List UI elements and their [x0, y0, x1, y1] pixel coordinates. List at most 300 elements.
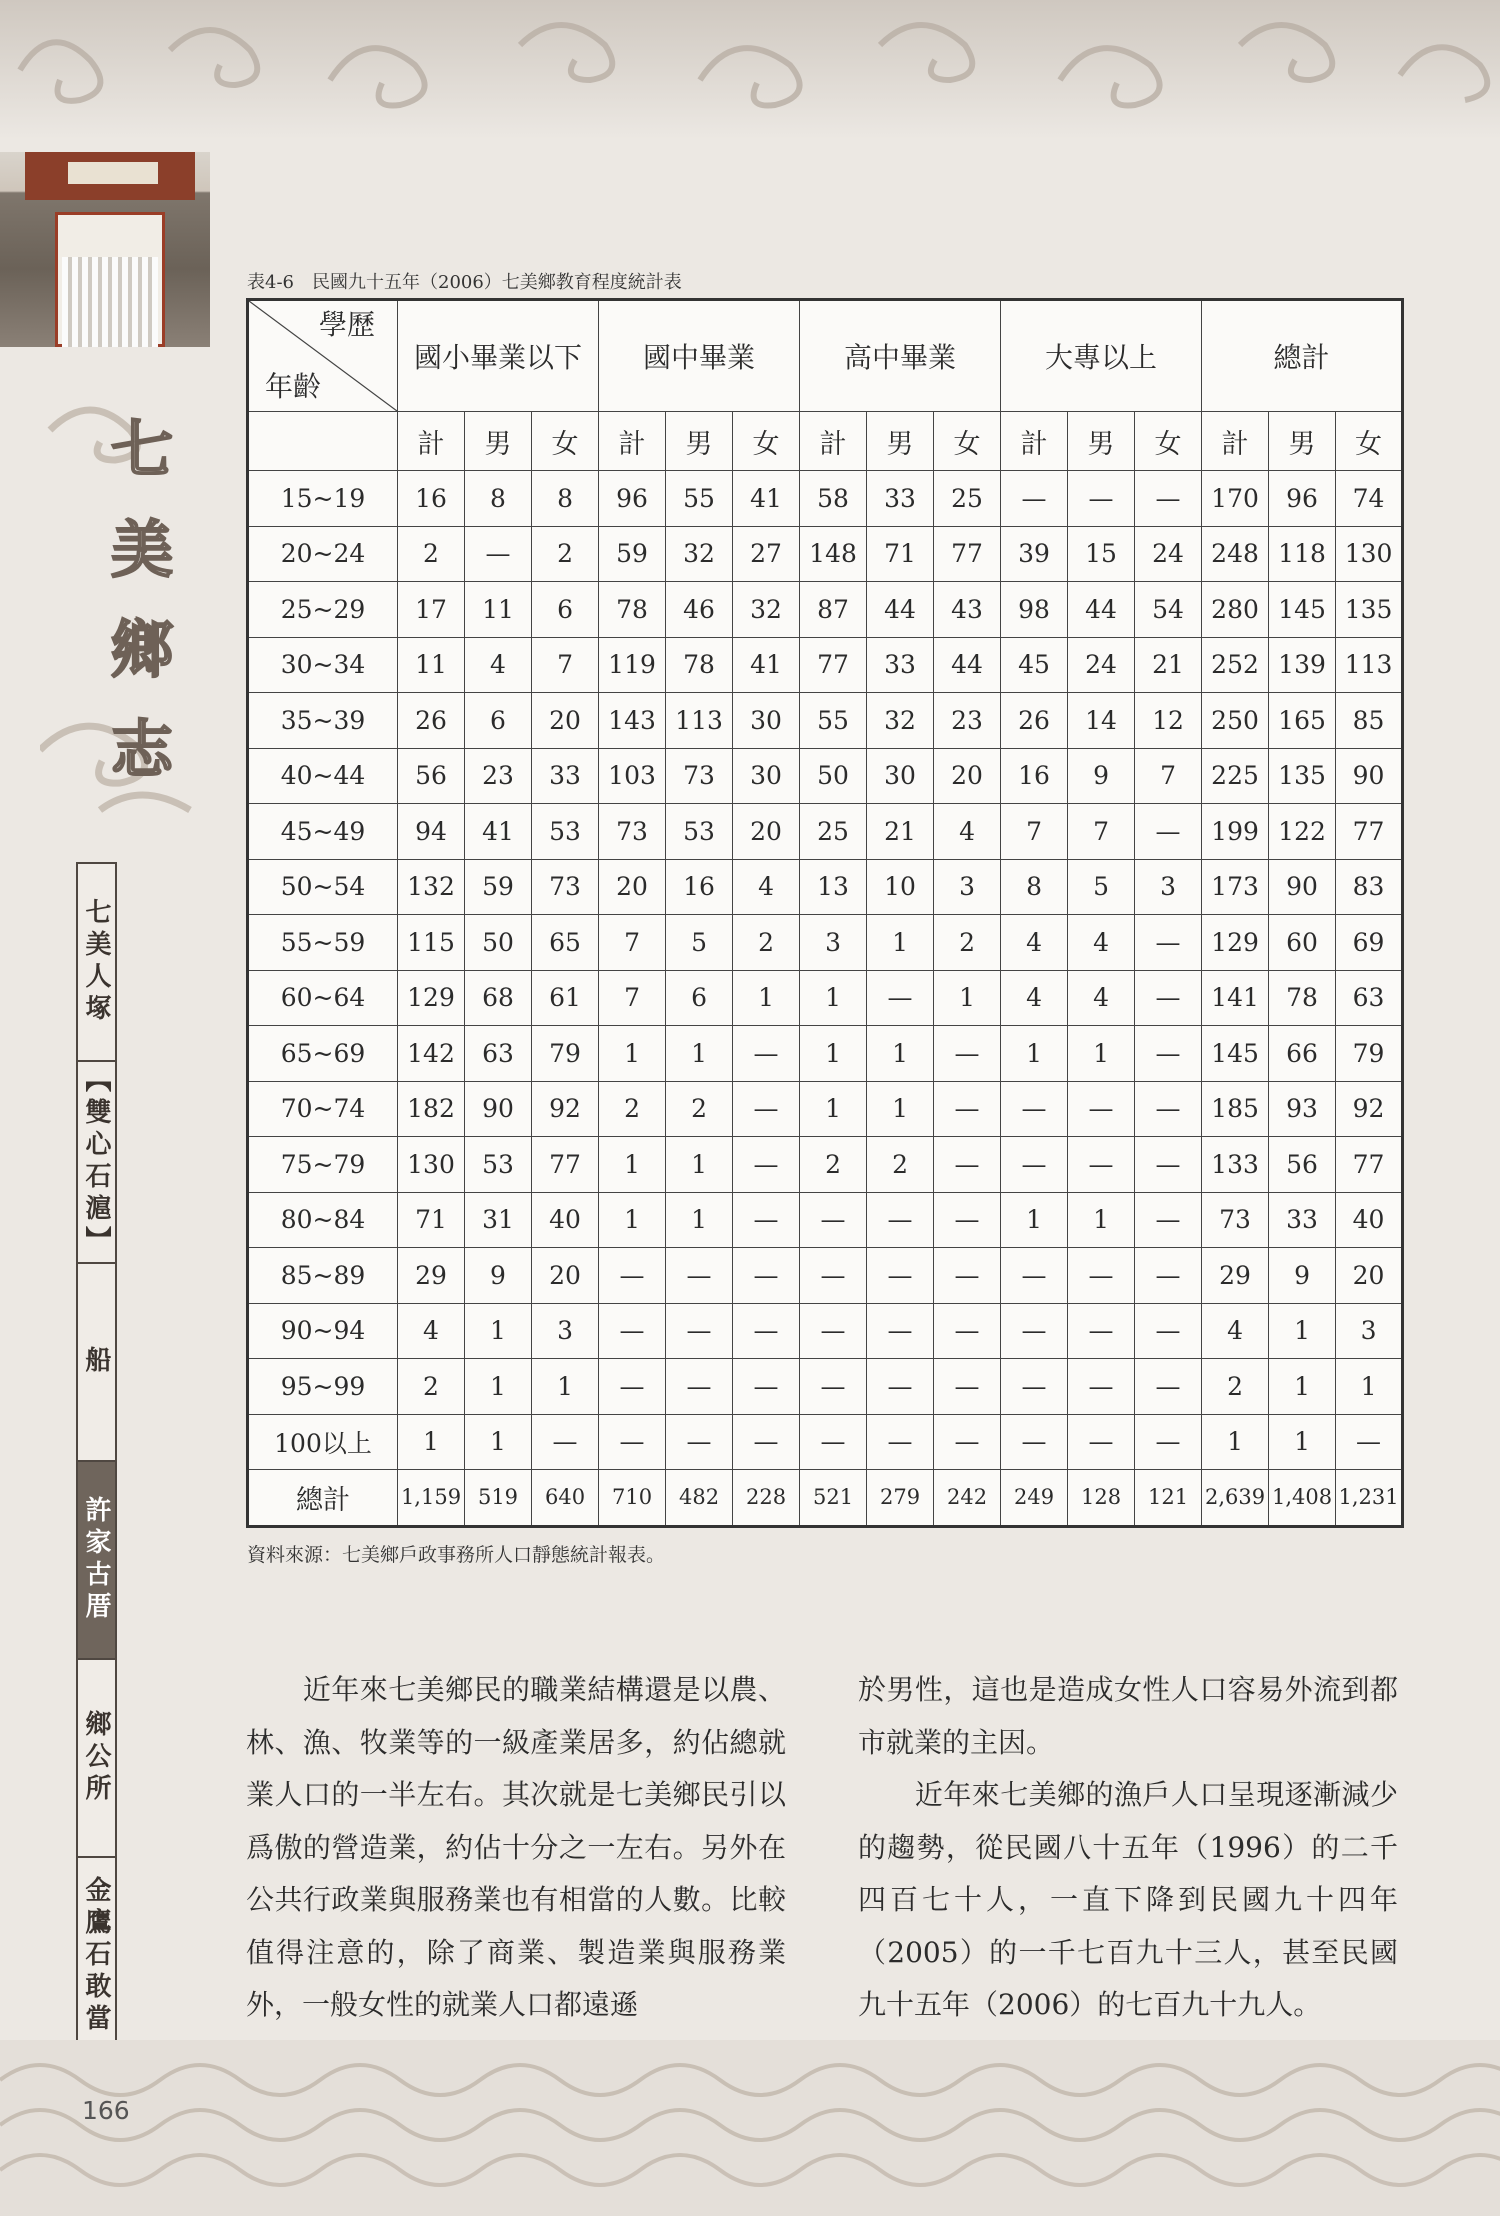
value-cell: 119: [599, 637, 666, 693]
value-cell: —: [1001, 1081, 1068, 1137]
value-cell: —: [1135, 1081, 1202, 1137]
value-cell: 2: [532, 526, 599, 582]
group-header: 大專以上: [1001, 300, 1202, 412]
value-cell: 73: [666, 748, 733, 804]
value-cell: 33: [867, 471, 934, 527]
value-cell: 24: [1068, 637, 1135, 693]
value-cell: —: [599, 1303, 666, 1359]
subheader-cell: 男: [1068, 412, 1135, 471]
value-cell: —: [733, 1359, 800, 1415]
value-cell: 1: [800, 1081, 867, 1137]
age-group-cell: 15~19: [248, 471, 398, 527]
value-cell: —: [666, 1303, 733, 1359]
value-cell: —: [1068, 1359, 1135, 1415]
chapter-nav: [76, 862, 140, 2056]
value-cell: 1: [599, 1192, 666, 1248]
value-cell: 148: [800, 526, 867, 582]
value-cell: 16: [666, 859, 733, 915]
value-cell: 4: [398, 1303, 465, 1359]
age-group-cell: 總計: [248, 1470, 398, 1527]
value-cell: 61: [532, 970, 599, 1026]
value-cell: 44: [867, 582, 934, 638]
value-cell: 20: [599, 859, 666, 915]
table-row: [248, 582, 1403, 638]
value-cell: 132: [398, 859, 465, 915]
value-cell: 1,408: [1269, 1470, 1336, 1527]
value-cell: 11: [465, 582, 532, 638]
value-cell: 53: [532, 804, 599, 860]
value-cell: 50: [800, 748, 867, 804]
value-cell: 20: [934, 748, 1001, 804]
value-cell: 23: [934, 693, 1001, 749]
subheader-cell: 計: [599, 412, 666, 471]
value-cell: 185: [1202, 1081, 1269, 1137]
value-cell: 65: [532, 915, 599, 971]
age-group-cell: 95~99: [248, 1359, 398, 1415]
value-cell: —: [1001, 471, 1068, 527]
value-cell: 20: [1336, 1248, 1403, 1304]
table-row: [248, 748, 1403, 804]
table-source-note: 資料來源：七美鄉戶政事務所人口靜態統計報表。: [247, 1544, 666, 1566]
value-cell: 32: [666, 526, 733, 582]
value-cell: 71: [398, 1192, 465, 1248]
value-cell: —: [934, 1137, 1001, 1193]
group-header: 高中畢業: [800, 300, 1001, 412]
value-cell: 1: [465, 1359, 532, 1415]
value-cell: 3: [800, 915, 867, 971]
table-subheader-row: [248, 412, 1403, 471]
subheader-cell: 計: [1001, 412, 1068, 471]
age-group-cell: 25~29: [248, 582, 398, 638]
body-text-right-column: [858, 1664, 1398, 2032]
value-cell: 78: [599, 582, 666, 638]
table-row: [248, 1137, 1403, 1193]
value-cell: 90: [1269, 859, 1336, 915]
value-cell: —: [1135, 1414, 1202, 1470]
value-cell: 92: [532, 1081, 599, 1137]
subheader-cell: 計: [1202, 412, 1269, 471]
value-cell: 2: [934, 915, 1001, 971]
value-cell: 53: [465, 1137, 532, 1193]
value-cell: 7: [1068, 804, 1135, 860]
subheader-cell: 計: [398, 412, 465, 471]
value-cell: 2: [398, 1359, 465, 1415]
value-cell: 252: [1202, 637, 1269, 693]
value-cell: 26: [398, 693, 465, 749]
value-cell: 3: [1135, 859, 1202, 915]
value-cell: —: [666, 1359, 733, 1415]
value-cell: —: [934, 1359, 1001, 1415]
value-cell: 4: [1068, 970, 1135, 1026]
value-cell: 96: [1269, 471, 1336, 527]
value-cell: 8: [1001, 859, 1068, 915]
value-cell: —: [733, 1303, 800, 1359]
nav-item-golden-eagle-stone[interactable]: 金鷹石敢當: [76, 1856, 117, 2056]
value-cell: —: [1001, 1303, 1068, 1359]
value-cell: 1: [1001, 1192, 1068, 1248]
book-title-vertical: [40, 390, 210, 830]
value-cell: 4: [733, 859, 800, 915]
age-group-cell: 45~49: [248, 804, 398, 860]
value-cell: —: [1068, 1248, 1135, 1304]
subheader-cell: 女: [934, 412, 1001, 471]
age-group-cell: 65~69: [248, 1026, 398, 1082]
value-cell: 115: [398, 915, 465, 971]
value-cell: 521: [800, 1470, 867, 1527]
value-cell: —: [934, 1248, 1001, 1304]
value-cell: —: [733, 1248, 800, 1304]
value-cell: —: [733, 1026, 800, 1082]
value-cell: 93: [1269, 1081, 1336, 1137]
table-body: [248, 471, 1403, 1527]
value-cell: —: [800, 1192, 867, 1248]
value-cell: 56: [1269, 1137, 1336, 1193]
value-cell: 133: [1202, 1137, 1269, 1193]
nav-item-township-office[interactable]: 鄉公所: [76, 1658, 117, 1856]
value-cell: 4: [1001, 915, 1068, 971]
value-cell: 60: [1269, 915, 1336, 971]
value-cell: —: [934, 1026, 1001, 1082]
corner-education-label: 學歷: [318, 308, 375, 341]
subheader-blank-cell: [248, 412, 398, 471]
subheader-cell: 男: [666, 412, 733, 471]
value-cell: 1: [800, 1026, 867, 1082]
value-cell: —: [1135, 1303, 1202, 1359]
value-cell: —: [934, 1192, 1001, 1248]
value-cell: 23: [465, 748, 532, 804]
value-cell: 710: [599, 1470, 666, 1527]
value-cell: 145: [1269, 582, 1336, 638]
value-cell: 71: [867, 526, 934, 582]
value-cell: 2: [867, 1137, 934, 1193]
value-cell: —: [1135, 1248, 1202, 1304]
value-cell: 143: [599, 693, 666, 749]
value-cell: 44: [934, 637, 1001, 693]
value-cell: —: [800, 1248, 867, 1304]
age-group-cell: 20~24: [248, 526, 398, 582]
value-cell: 68: [465, 970, 532, 1026]
value-cell: 43: [934, 582, 1001, 638]
value-cell: 250: [1202, 693, 1269, 749]
education-statistics-table: [246, 298, 1404, 1528]
age-group-cell: 70~74: [248, 1081, 398, 1137]
value-cell: 141: [1202, 970, 1269, 1026]
value-cell: —: [867, 1248, 934, 1304]
value-cell: 26: [1001, 693, 1068, 749]
value-cell: 1: [1269, 1359, 1336, 1415]
value-cell: 77: [800, 637, 867, 693]
group-header: 國小畢業以下: [398, 300, 599, 412]
value-cell: 482: [666, 1470, 733, 1527]
value-cell: 248: [1202, 526, 1269, 582]
nav-item-seven-beauties-tomb[interactable]: 七美人塚: [76, 862, 117, 1060]
subheader-cell: 男: [867, 412, 934, 471]
value-cell: 29: [398, 1248, 465, 1304]
value-cell: 113: [666, 693, 733, 749]
table-row: [248, 970, 1403, 1026]
value-cell: 15: [1068, 526, 1135, 582]
age-group-cell: 50~54: [248, 859, 398, 915]
value-cell: 2: [666, 1081, 733, 1137]
age-group-cell: 85~89: [248, 1248, 398, 1304]
value-cell: 4: [1202, 1303, 1269, 1359]
value-cell: 98: [1001, 582, 1068, 638]
table-row: [248, 1192, 1403, 1248]
value-cell: 11: [398, 637, 465, 693]
table-row: [248, 637, 1403, 693]
value-cell: 20: [532, 1248, 599, 1304]
value-cell: —: [465, 526, 532, 582]
value-cell: —: [1135, 471, 1202, 527]
value-cell: 165: [1269, 693, 1336, 749]
cloud-pattern-header: [0, 0, 1500, 140]
value-cell: —: [1135, 1192, 1202, 1248]
subheader-cell: 女: [1135, 412, 1202, 471]
age-group-cell: 40~44: [248, 748, 398, 804]
subheader-cell: 男: [465, 412, 532, 471]
courtyard-photo: [0, 152, 210, 347]
value-cell: 7: [1001, 804, 1068, 860]
value-cell: 30: [733, 693, 800, 749]
body-paragraph: 近年來七美鄉民的職業結構還是以農、林、漁、牧業等的一級產業居多，約佔總就業人口的一半左右。其次就是七美鄉民引以爲傲的營造業，約佔十分之一左右。另外在公共行政業與服務業也有相當的人數。比較值得注意的，除了商業、製造業與服務業外，一般女性的就業人口都遠遜: [246, 1673, 786, 2021]
value-cell: 5: [666, 915, 733, 971]
corner-header: [248, 300, 398, 412]
group-header: 國中畢業: [599, 300, 800, 412]
value-cell: 2: [398, 526, 465, 582]
value-cell: 121: [1135, 1470, 1202, 1527]
value-cell: 199: [1202, 804, 1269, 860]
age-group-cell: 55~59: [248, 915, 398, 971]
value-cell: 10: [867, 859, 934, 915]
table-row: [248, 526, 1403, 582]
value-cell: —: [1135, 915, 1202, 971]
value-cell: 31: [465, 1192, 532, 1248]
table-row: [248, 804, 1403, 860]
value-cell: 2,639: [1202, 1470, 1269, 1527]
value-cell: 41: [465, 804, 532, 860]
age-group-cell: 35~39: [248, 693, 398, 749]
value-cell: 2: [800, 1137, 867, 1193]
value-cell: 54: [1135, 582, 1202, 638]
value-cell: 1: [465, 1303, 532, 1359]
age-group-cell: 30~34: [248, 637, 398, 693]
value-cell: 1: [800, 970, 867, 1026]
value-cell: —: [934, 1414, 1001, 1470]
value-cell: 79: [532, 1026, 599, 1082]
title-char-1: 七: [110, 413, 173, 486]
value-cell: 2: [1202, 1359, 1269, 1415]
value-cell: —: [666, 1414, 733, 1470]
title-char-4: 志: [110, 713, 173, 786]
value-cell: —: [599, 1248, 666, 1304]
value-cell: 83: [1336, 859, 1403, 915]
value-cell: 130: [398, 1137, 465, 1193]
table-row: [248, 915, 1403, 971]
value-cell: 29: [1202, 1248, 1269, 1304]
value-cell: 173: [1202, 859, 1269, 915]
value-cell: 129: [398, 970, 465, 1026]
value-cell: 242: [934, 1470, 1001, 1527]
value-cell: 50: [465, 915, 532, 971]
value-cell: 170: [1202, 471, 1269, 527]
value-cell: 90: [1336, 748, 1403, 804]
value-cell: 55: [666, 471, 733, 527]
table-row: [248, 471, 1403, 527]
value-cell: 20: [532, 693, 599, 749]
value-cell: —: [1068, 1414, 1135, 1470]
value-cell: 182: [398, 1081, 465, 1137]
value-cell: 32: [867, 693, 934, 749]
value-cell: —: [1001, 1359, 1068, 1415]
wave-pattern-footer: [0, 2040, 1500, 2216]
value-cell: 6: [532, 582, 599, 638]
value-cell: 40: [532, 1192, 599, 1248]
value-cell: —: [1336, 1414, 1403, 1470]
value-cell: 63: [1336, 970, 1403, 1026]
value-cell: 20: [733, 804, 800, 860]
table-row: [248, 1248, 1403, 1304]
value-cell: 63: [465, 1026, 532, 1082]
value-cell: 69: [1336, 915, 1403, 971]
value-cell: 55: [800, 693, 867, 749]
value-cell: 39: [1001, 526, 1068, 582]
value-cell: 135: [1269, 748, 1336, 804]
nav-item-boat[interactable]: 船: [76, 1262, 117, 1460]
age-group-cell: 75~79: [248, 1137, 398, 1193]
page-number: 166: [82, 2096, 130, 2125]
value-cell: 14: [1068, 693, 1135, 749]
value-cell: 33: [1269, 1192, 1336, 1248]
value-cell: —: [1068, 1303, 1135, 1359]
value-cell: 9: [465, 1248, 532, 1304]
value-cell: 4: [934, 804, 1001, 860]
value-cell: 45: [1001, 637, 1068, 693]
corner-age-label: 年齡: [265, 370, 322, 403]
value-cell: —: [1001, 1414, 1068, 1470]
value-cell: 4: [465, 637, 532, 693]
value-cell: 56: [398, 748, 465, 804]
value-cell: 1: [599, 1137, 666, 1193]
value-cell: 2: [733, 915, 800, 971]
value-cell: —: [1135, 970, 1202, 1026]
value-cell: —: [599, 1414, 666, 1470]
table-row: [248, 1026, 1403, 1082]
value-cell: 7: [532, 637, 599, 693]
value-cell: —: [1135, 1026, 1202, 1082]
value-cell: 8: [532, 471, 599, 527]
value-cell: 4: [1068, 915, 1135, 971]
value-cell: 113: [1336, 637, 1403, 693]
value-cell: 7: [599, 915, 666, 971]
title-char-2: 美: [110, 513, 173, 586]
value-cell: 1: [867, 1081, 934, 1137]
value-cell: 13: [800, 859, 867, 915]
value-cell: 1: [1202, 1414, 1269, 1470]
value-cell: 16: [1001, 748, 1068, 804]
value-cell: —: [800, 1303, 867, 1359]
value-cell: —: [733, 1414, 800, 1470]
value-cell: 92: [1336, 1081, 1403, 1137]
nav-item-hsu-old-house[interactable]: 許家古厝: [76, 1460, 117, 1658]
value-cell: —: [1135, 804, 1202, 860]
table-row: [248, 1359, 1403, 1415]
value-cell: 25: [800, 804, 867, 860]
subheader-cell: 女: [532, 412, 599, 471]
title-char-3: 鄉: [110, 613, 173, 686]
value-cell: 135: [1336, 582, 1403, 638]
value-cell: 59: [599, 526, 666, 582]
value-cell: 7: [599, 970, 666, 1026]
value-cell: 74: [1336, 471, 1403, 527]
value-cell: —: [867, 1359, 934, 1415]
value-cell: 44: [1068, 582, 1135, 638]
age-group-cell: 80~84: [248, 1192, 398, 1248]
value-cell: 73: [1202, 1192, 1269, 1248]
value-cell: 1: [934, 970, 1001, 1026]
value-cell: 279: [867, 1470, 934, 1527]
value-cell: 228: [733, 1470, 800, 1527]
value-cell: 9: [1068, 748, 1135, 804]
value-cell: 59: [465, 859, 532, 915]
value-cell: 73: [599, 804, 666, 860]
value-cell: 6: [465, 693, 532, 749]
value-cell: 1: [1068, 1026, 1135, 1082]
value-cell: —: [1135, 1359, 1202, 1415]
value-cell: 1: [532, 1359, 599, 1415]
value-cell: 142: [398, 1026, 465, 1082]
table-row: [248, 1303, 1403, 1359]
table-row: [248, 1414, 1403, 1470]
age-group-cell: 60~64: [248, 970, 398, 1026]
age-group-cell: 100以上: [248, 1414, 398, 1470]
table-row: [248, 693, 1403, 749]
value-cell: 73: [532, 859, 599, 915]
value-cell: 8: [465, 471, 532, 527]
value-cell: —: [733, 1081, 800, 1137]
value-cell: 12: [1135, 693, 1202, 749]
value-cell: 9: [1269, 1248, 1336, 1304]
value-cell: 90: [465, 1081, 532, 1137]
value-cell: 78: [1269, 970, 1336, 1026]
value-cell: 139: [1269, 637, 1336, 693]
value-cell: 1,231: [1336, 1470, 1403, 1527]
value-cell: —: [599, 1359, 666, 1415]
value-cell: 33: [532, 748, 599, 804]
value-cell: 1: [666, 1192, 733, 1248]
subheader-cell: 女: [1336, 412, 1403, 471]
value-cell: 21: [1135, 637, 1202, 693]
value-cell: 30: [733, 748, 800, 804]
value-cell: 77: [532, 1137, 599, 1193]
value-cell: 1: [867, 1026, 934, 1082]
value-cell: 280: [1202, 582, 1269, 638]
value-cell: 122: [1269, 804, 1336, 860]
value-cell: 225: [1202, 748, 1269, 804]
nav-item-twin-hearts-weir[interactable]: 【雙心石滬】: [76, 1060, 117, 1262]
value-cell: —: [800, 1414, 867, 1470]
value-cell: 77: [1336, 1137, 1403, 1193]
value-cell: —: [867, 1414, 934, 1470]
value-cell: 130: [1336, 526, 1403, 582]
value-cell: —: [867, 1303, 934, 1359]
value-cell: 1: [1068, 1192, 1135, 1248]
value-cell: —: [666, 1248, 733, 1304]
value-cell: 145: [1202, 1026, 1269, 1082]
value-cell: —: [532, 1414, 599, 1470]
value-cell: —: [1068, 471, 1135, 527]
value-cell: 1: [1336, 1359, 1403, 1415]
table-row: [248, 859, 1403, 915]
